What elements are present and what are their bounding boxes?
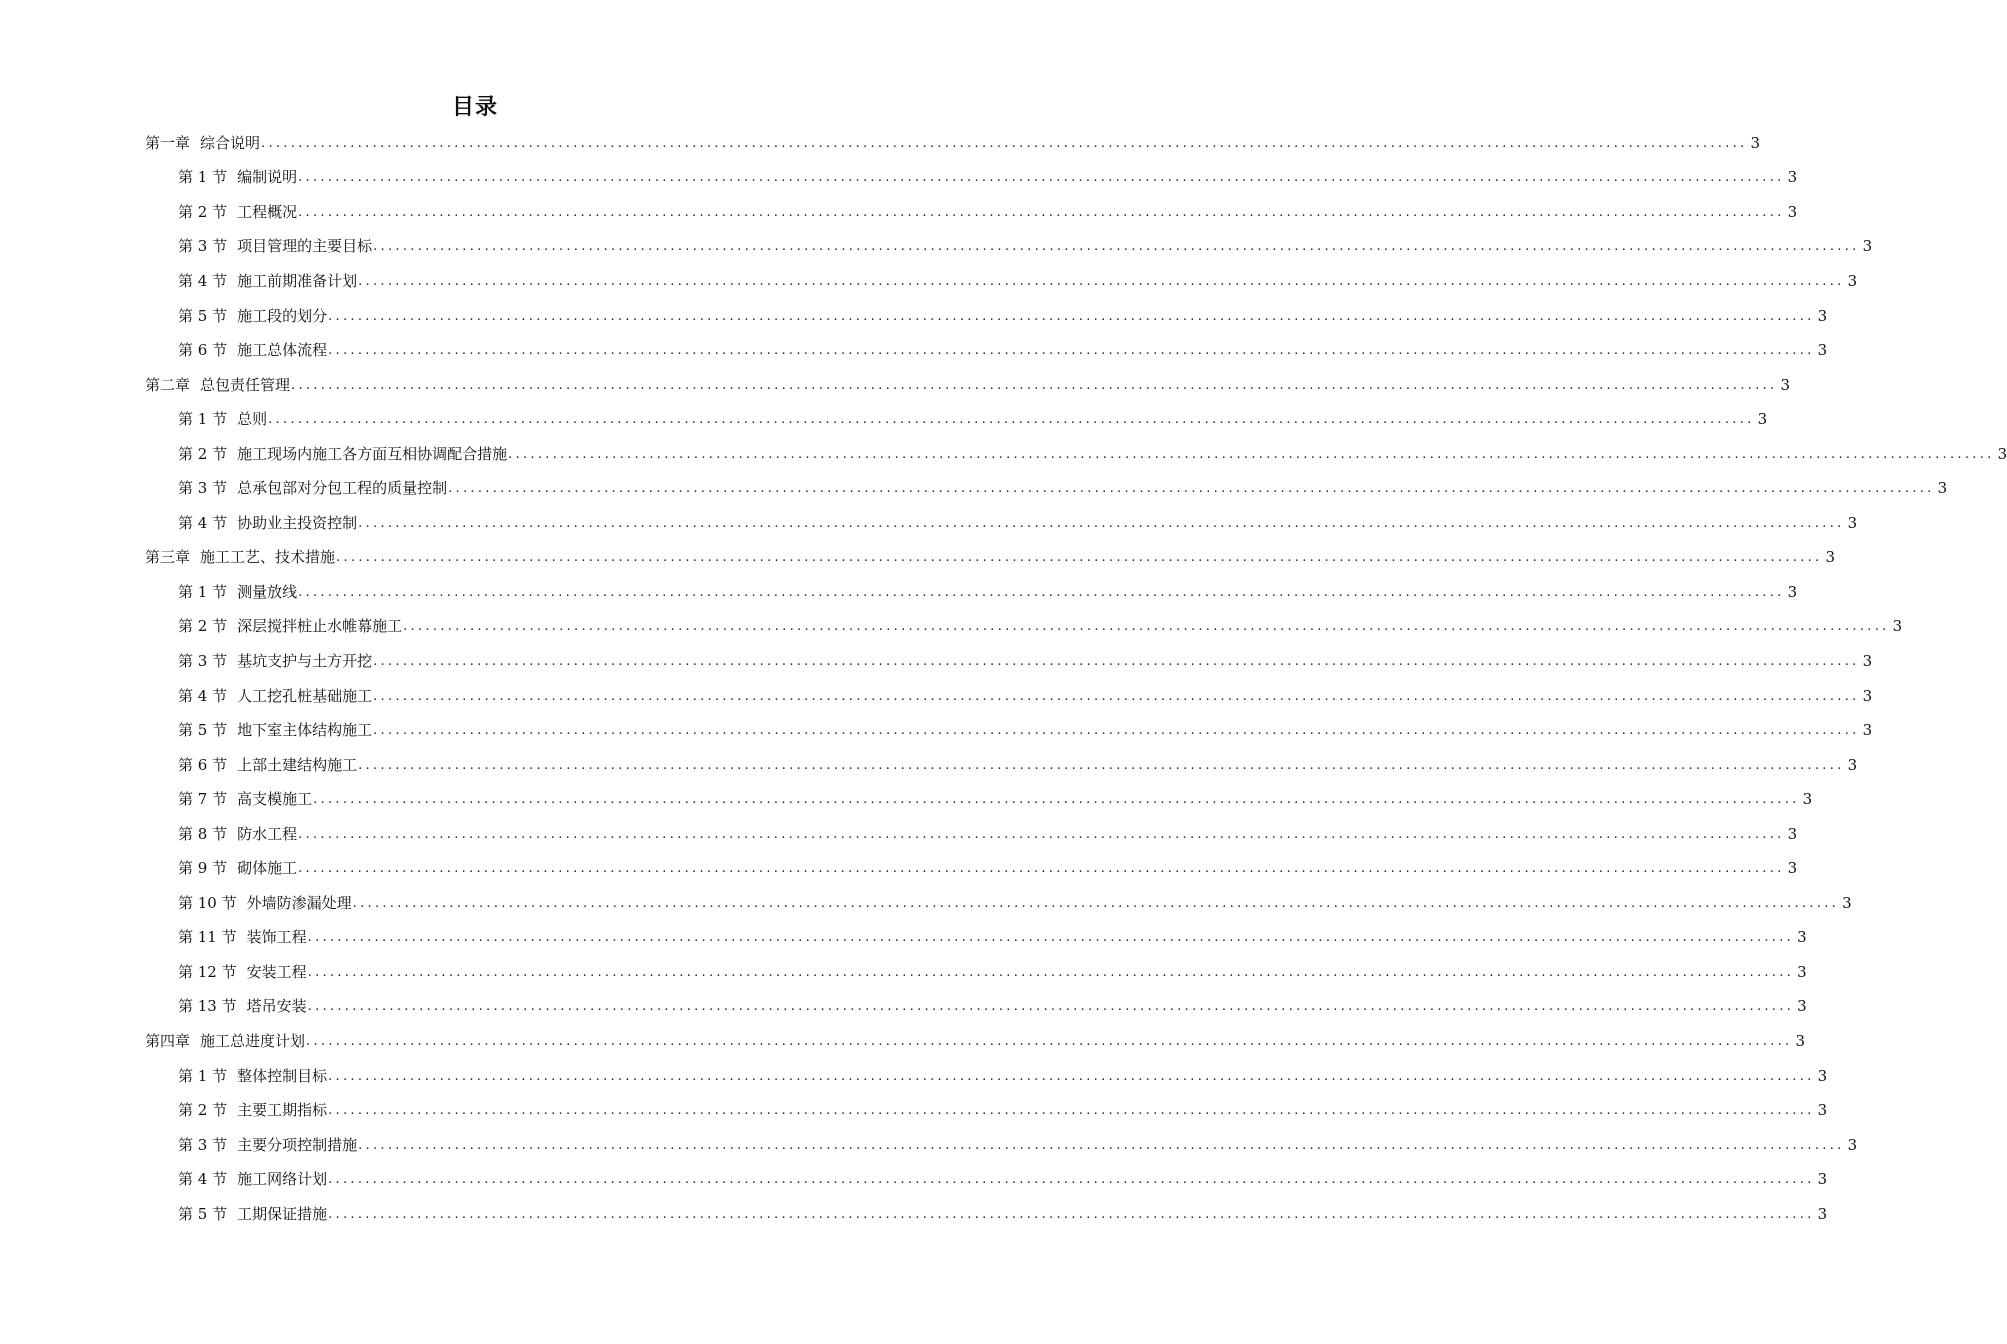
toc-entry-label xyxy=(178,755,358,774)
toc-entry-number: 第 5 节 xyxy=(178,1204,228,1223)
toc-dot-leader: ........................................................................................................................................................................................................ xyxy=(358,273,1845,289)
toc-entry-number: 第 1 节 xyxy=(178,582,228,601)
toc-entry-text: 综合说明 xyxy=(200,133,261,152)
toc-section-entry[interactable] xyxy=(145,679,1873,714)
toc-entry-label xyxy=(145,133,261,152)
toc-dot-leader: ........................................................................................................................................................................................................ xyxy=(298,204,1785,220)
toc-entry-number: 第 1 节 xyxy=(178,410,228,429)
toc-entry-number: 第 3 节 xyxy=(178,651,228,670)
toc-dot-leader: ........................................................................................................................................................................................................ xyxy=(508,446,1995,462)
toc-dot-leader: ........................................................................................................................................................................................................ xyxy=(298,170,1785,186)
toc-entry-number: 第 12 节 xyxy=(178,962,237,981)
toc-entry-number: 第 9 节 xyxy=(178,859,228,878)
toc-entry-text: 施工总进度计划 xyxy=(200,1031,306,1050)
toc-section-entry[interactable] xyxy=(145,1128,1858,1163)
toc-dot-leader: ........................................................................................................................................................................................................ xyxy=(358,757,1845,773)
toc-page-number: 3 xyxy=(1797,997,1807,1016)
toc-page-number: 3 xyxy=(1797,928,1807,947)
toc-entry-label xyxy=(178,962,307,981)
toc-entry-label xyxy=(178,412,267,427)
toc-page-number: 3 xyxy=(1787,582,1798,601)
toc-entry-label xyxy=(178,1204,328,1223)
toc-page-number: 3 xyxy=(1787,824,1798,843)
toc-dot-leader: ........................................................................................................................................................................................................ xyxy=(261,135,1748,151)
toc-entry-label xyxy=(178,999,307,1014)
toc-title: 目录 xyxy=(451,95,498,120)
toc-dot-leader: ........................................................................................................................................................................................................ xyxy=(268,412,1755,428)
toc-entry-label xyxy=(178,893,352,912)
toc-entry-text: 人工挖孔桩基础施工 xyxy=(237,686,373,705)
toc-page-number: 3 xyxy=(1862,686,1873,705)
toc-page-number: 3 xyxy=(1937,479,1948,498)
toc-dot-leader: ........................................................................................................................................................................................................ xyxy=(448,481,1935,497)
toc-entry-number: 第 6 节 xyxy=(178,755,228,774)
toc-entry-number: 第 2 节 xyxy=(178,617,228,636)
toc-section-entry[interactable] xyxy=(145,610,1903,645)
toc-entry-label xyxy=(178,1135,358,1154)
toc-chapter-entry[interactable] xyxy=(145,126,1761,161)
toc-dot-leader: ........................................................................................................................................................................................................ xyxy=(373,688,1860,704)
toc-entry-text: 地下室主体结构施工 xyxy=(237,721,373,740)
toc-dot-leader: ........................................................................................................................................................................................................ xyxy=(373,653,1860,669)
toc-dot-leader: ........................................................................................................................................................................................................ xyxy=(313,792,1800,808)
toc-page-number: 3 xyxy=(1817,1170,1828,1189)
toc-entry-text: 防水工程 xyxy=(237,824,298,843)
toc-entry-text: 工程概况 xyxy=(237,202,298,221)
toc-page-number: 3 xyxy=(1787,859,1798,878)
toc-dot-leader: ........................................................................................................................................................................................................ xyxy=(373,239,1860,255)
toc-entry-number: 第 1 节 xyxy=(178,168,228,187)
toc-dot-leader: ........................................................................................................................................................................................................ xyxy=(403,619,1890,635)
toc-entry-text: 施工段的划分 xyxy=(237,306,328,325)
toc-entry-label xyxy=(178,444,508,463)
toc-entry-label xyxy=(178,651,373,670)
toc-section-entry[interactable] xyxy=(145,230,1873,265)
toc-page-number: 3 xyxy=(1847,1135,1858,1154)
toc-entry-number: 第 4 节 xyxy=(178,1170,228,1189)
toc-entry-number: 第 2 节 xyxy=(178,202,228,221)
toc-section-entry[interactable] xyxy=(145,333,1828,368)
toc-page-number: 3 xyxy=(1817,1101,1828,1120)
toc-page-number: 3 xyxy=(1787,202,1798,221)
toc-entry-number: 第 2 节 xyxy=(178,444,228,463)
toc-section-entry[interactable] xyxy=(145,921,1807,956)
toc-entry-text: 主要分项控制措施 xyxy=(237,1135,358,1154)
toc-entry-number: 第三章 xyxy=(145,548,191,567)
toc-entry-number: 第二章 xyxy=(145,375,191,394)
toc-entry-text: 协助业主投资控制 xyxy=(237,513,358,532)
toc-entry-number: 第 8 节 xyxy=(178,824,228,843)
toc-entry-text: 主要工期指标 xyxy=(237,1101,328,1120)
toc-section-entry[interactable] xyxy=(145,471,1948,506)
toc-page-number: 3 xyxy=(1847,755,1858,774)
toc-entry-label xyxy=(178,824,298,843)
toc-entry-text: 整体控制目标 xyxy=(237,1066,328,1085)
toc-section-entry[interactable] xyxy=(145,437,2007,472)
toc-entry-label xyxy=(178,792,312,807)
toc-dot-leader: ........................................................................................................................................................................................................ xyxy=(373,723,1860,739)
toc-entry-number: 第 13 节 xyxy=(178,997,237,1016)
toc-entry-label xyxy=(145,1031,306,1050)
toc-entry-number: 第 11 节 xyxy=(178,928,237,947)
toc-entry-label xyxy=(178,1172,327,1187)
toc-dot-leader: ........................................................................................................................................................................................................ xyxy=(328,1172,1815,1188)
toc-entry-text: 上部土建结构施工 xyxy=(237,755,358,774)
toc-page-number: 3 xyxy=(1817,1204,1828,1223)
toc-dot-leader: ........................................................................................................................................................................................................ xyxy=(307,999,1795,1015)
toc-entry-label xyxy=(178,306,328,325)
toc-dot-leader: ........................................................................................................................................................................................................ xyxy=(298,584,1785,600)
toc-entry-label xyxy=(178,1066,328,1085)
toc-section-entry[interactable] xyxy=(145,1162,1828,1197)
toc-entry-number: 第 5 节 xyxy=(178,306,228,325)
toc-dot-leader: ........................................................................................................................................................................................................ xyxy=(307,964,1795,980)
toc-entry-text: 施工网络计划 xyxy=(237,1170,328,1189)
toc-section-entry[interactable] xyxy=(145,1197,1828,1232)
toc-page-number: 3 xyxy=(1750,133,1761,152)
toc-entry-label xyxy=(178,202,298,221)
toc-entry-text: 测量放线 xyxy=(237,582,298,601)
toc-entry-text: 总包责任管理 xyxy=(200,375,291,394)
toc-page-number: 3 xyxy=(1817,1066,1828,1085)
toc-section-entry[interactable] xyxy=(145,1093,1828,1128)
toc-entry-number: 第 3 节 xyxy=(178,237,228,256)
toc-page-number: 3 xyxy=(1862,651,1873,670)
toc-page-number: 3 xyxy=(1795,1031,1806,1050)
toc-dot-leader: ........................................................................................................................................................................................................ xyxy=(328,343,1815,359)
toc-entry-number: 第 7 节 xyxy=(178,790,228,809)
toc-section-entry[interactable] xyxy=(145,990,1807,1025)
toc-page-number: 3 xyxy=(1847,513,1858,532)
toc-entry-text: 总则 xyxy=(237,410,268,429)
toc-entry-text: 高支模施工 xyxy=(237,790,313,809)
toc-page-number: 3 xyxy=(1862,721,1873,740)
toc-section-entry[interactable] xyxy=(145,575,1798,610)
toc-section-entry[interactable] xyxy=(145,264,1858,299)
toc-chapter-entry[interactable] xyxy=(145,368,1791,403)
toc-dot-leader: ........................................................................................................................................................................................................ xyxy=(328,1068,1815,1084)
toc-chapter-entry[interactable] xyxy=(145,1024,1806,1059)
toc-page-number: 3 xyxy=(1817,306,1828,325)
toc-page-number: 3 xyxy=(1797,962,1807,981)
toc-entry-text: 深层搅拌桩止水帷幕施工 xyxy=(237,617,403,636)
toc-page-number: 3 xyxy=(1892,617,1903,636)
toc-dot-leader: ........................................................................................................................................................................................................ xyxy=(298,861,1785,877)
toc-entry-label xyxy=(178,1103,327,1118)
toc-section-entry[interactable] xyxy=(145,955,1807,990)
toc-page-number: 3 xyxy=(1817,341,1828,360)
toc-dot-leader: ........................................................................................................................................................................................................ xyxy=(328,308,1815,324)
toc-entry-number: 第 6 节 xyxy=(178,341,228,360)
toc-entry-text: 塔吊安装 xyxy=(246,997,307,1016)
toc-dot-leader: ........................................................................................................................................................................................................ xyxy=(298,826,1785,842)
toc-section-entry[interactable] xyxy=(145,817,1798,852)
toc-section-entry[interactable] xyxy=(145,748,1858,783)
toc-entry-text: 总承包部对分包工程的质量控制 xyxy=(237,479,448,498)
toc-entry-label xyxy=(178,582,298,601)
toc-entry-label xyxy=(178,930,307,945)
toc-entry-number: 第 5 节 xyxy=(178,721,228,740)
toc-section-entry[interactable] xyxy=(145,402,1768,437)
toc-entry-text: 编制说明 xyxy=(237,168,298,187)
toc-entry-label xyxy=(145,550,335,565)
toc-entry-label xyxy=(145,375,291,394)
toc-page-number: 3 xyxy=(1780,375,1791,394)
toc-entry-number: 第 2 节 xyxy=(178,1101,228,1120)
toc-section-entry[interactable] xyxy=(145,886,1852,921)
toc-entry-label xyxy=(178,619,402,634)
toc-page-number: 3 xyxy=(1757,410,1768,429)
toc-dot-leader: ........................................................................................................................................................................................................ xyxy=(291,377,1778,393)
toc-page-number: 3 xyxy=(1847,271,1858,290)
toc-section-entry[interactable] xyxy=(145,782,1813,817)
toc-section-entry[interactable] xyxy=(145,195,1798,230)
toc-entry-label xyxy=(178,481,447,496)
toc-entry-label xyxy=(178,343,327,358)
toc-page-number: 3 xyxy=(1802,790,1813,809)
toc-entry-number: 第一章 xyxy=(145,133,191,152)
toc-section-entry[interactable] xyxy=(145,851,1798,886)
toc-entry-text: 施工工艺、技术措施 xyxy=(200,548,336,567)
toc-page-number: 3 xyxy=(1825,548,1836,567)
toc-dot-leader: ........................................................................................................................................................................................................ xyxy=(307,930,1795,946)
toc-entry-label xyxy=(178,686,373,705)
toc-entry-number: 第四章 xyxy=(145,1031,191,1050)
toc-section-entry[interactable] xyxy=(145,161,1798,196)
toc-entry-text: 砌体施工 xyxy=(237,859,298,878)
toc-entry-text: 工期保证措施 xyxy=(237,1204,328,1223)
table-of-contents xyxy=(145,126,2007,1232)
toc-section-entry[interactable] xyxy=(145,644,1873,679)
toc-dot-leader: ........................................................................................................................................................................................................ xyxy=(358,1137,1845,1153)
toc-entry-text: 装饰工程 xyxy=(246,928,307,947)
toc-section-entry[interactable] xyxy=(145,506,1858,541)
toc-dot-leader: ........................................................................................................................................................................................................ xyxy=(358,515,1845,531)
toc-entry-text: 安装工程 xyxy=(246,962,307,981)
toc-entry-label xyxy=(178,723,372,738)
toc-entry-label xyxy=(178,170,297,185)
toc-entry-label xyxy=(178,239,372,254)
toc-page-number: 3 xyxy=(1787,168,1798,187)
toc-entry-text: 项目管理的主要目标 xyxy=(237,237,373,256)
toc-entry-number: 第 3 节 xyxy=(178,479,228,498)
toc-entry-text: 外墙防渗漏处理 xyxy=(246,893,352,912)
toc-dot-leader: ........................................................................................................................................................................................................ xyxy=(336,550,1823,566)
toc-entry-label xyxy=(178,513,358,532)
toc-page-number: 3 xyxy=(1862,237,1873,256)
toc-entry-text: 施工现场内施工各方面互相协调配合措施 xyxy=(237,444,508,463)
toc-entry-number: 第 4 节 xyxy=(178,271,228,290)
toc-entry-text: 施工总体流程 xyxy=(237,341,328,360)
toc-entry-text: 施工前期准备计划 xyxy=(237,271,358,290)
toc-entry-number: 第 4 节 xyxy=(178,686,228,705)
toc-page-number: 3 xyxy=(1842,893,1852,912)
toc-entry-label xyxy=(178,271,358,290)
toc-entry-label xyxy=(178,861,297,876)
toc-dot-leader: ........................................................................................................................................................................................................ xyxy=(328,1206,1815,1222)
toc-section-entry[interactable] xyxy=(145,713,1873,748)
toc-entry-number: 第 10 节 xyxy=(178,893,237,912)
toc-dot-leader: ........................................................................................................................................................................................................ xyxy=(352,895,1840,911)
toc-page-number: 3 xyxy=(1997,444,2007,463)
toc-section-entry[interactable] xyxy=(145,1059,1828,1094)
toc-section-entry[interactable] xyxy=(145,299,1828,334)
toc-entry-number: 第 3 节 xyxy=(178,1135,228,1154)
toc-chapter-entry[interactable] xyxy=(145,541,1836,576)
toc-dot-leader: ........................................................................................................................................................................................................ xyxy=(306,1033,1793,1049)
toc-dot-leader: ........................................................................................................................................................................................................ xyxy=(328,1103,1815,1119)
toc-entry-text: 基坑支护与土方开挖 xyxy=(237,651,373,670)
toc-entry-number: 第 1 节 xyxy=(178,1066,228,1085)
toc-entry-number: 第 4 节 xyxy=(178,513,228,532)
